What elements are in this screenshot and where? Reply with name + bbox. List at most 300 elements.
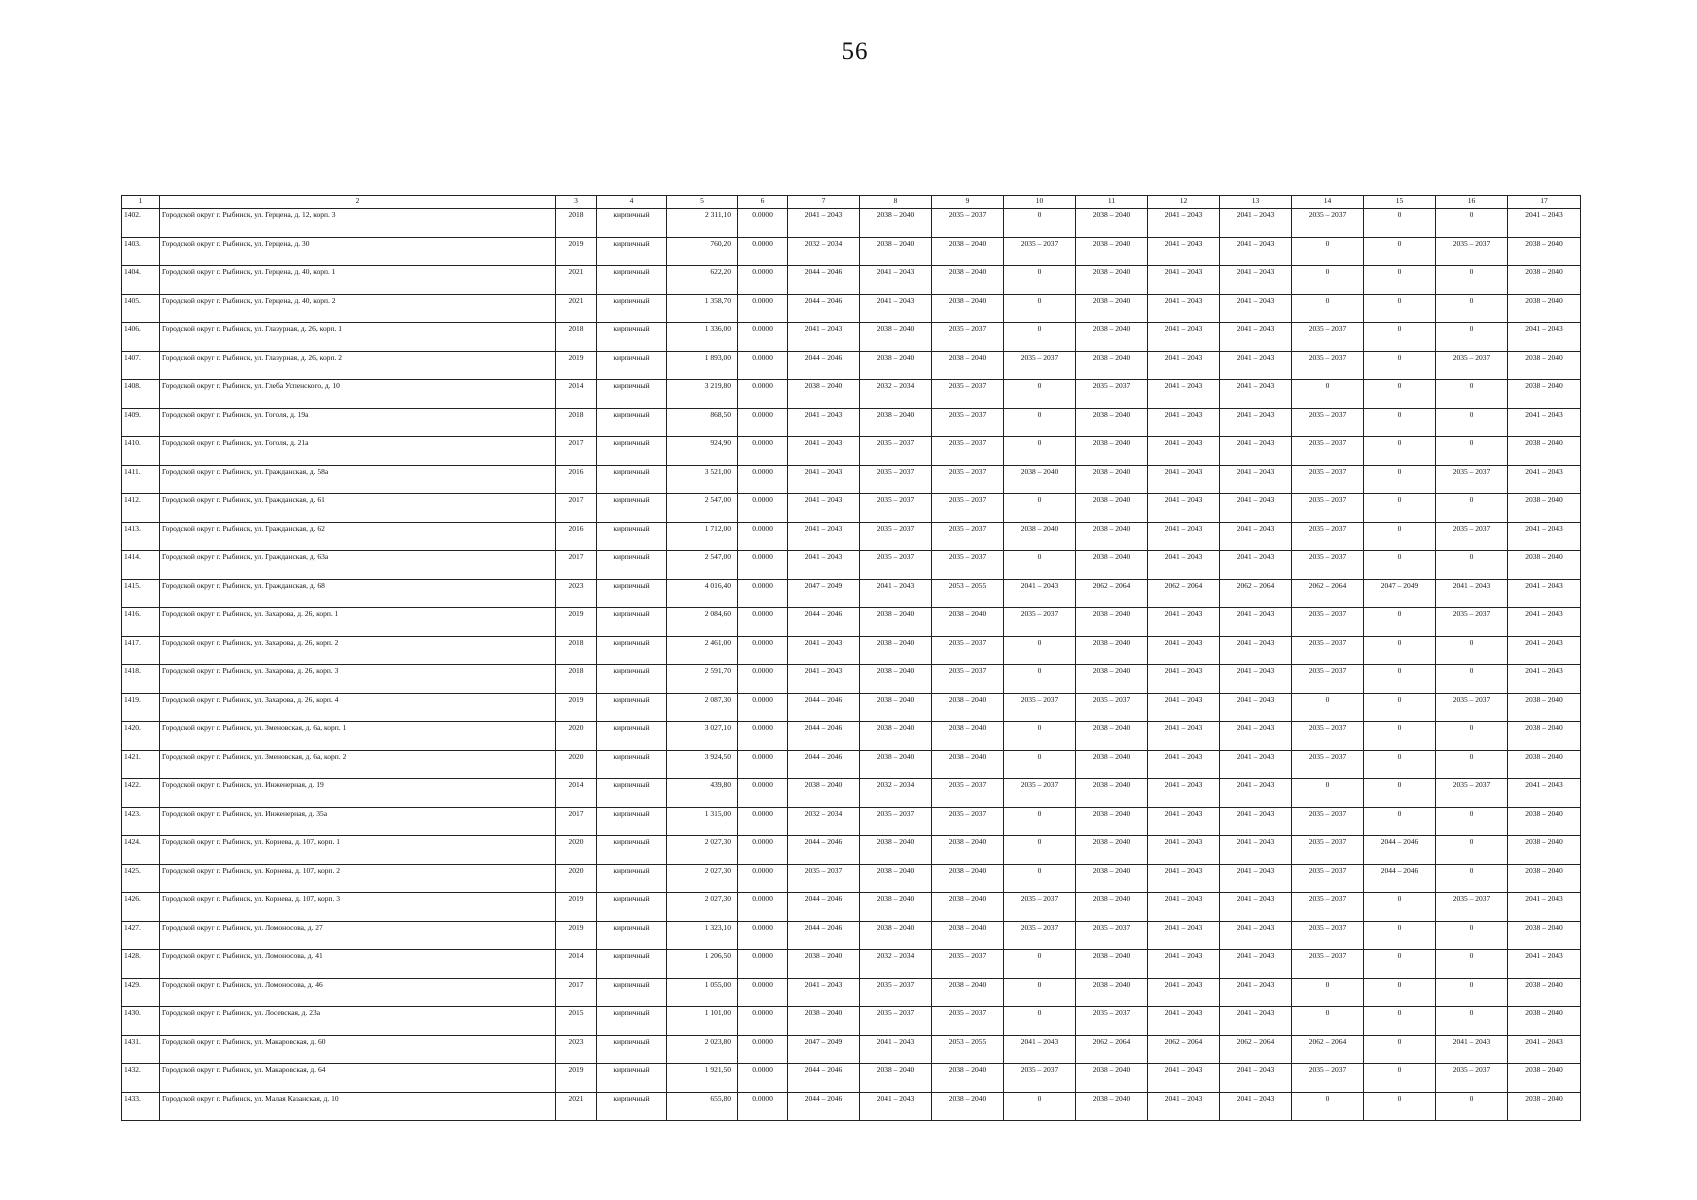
period-cell-col-10: 2035 – 2037: [1004, 351, 1076, 380]
period-cell-col-11: 2035 – 2037: [1076, 380, 1148, 409]
period-cell-col-8: 2035 – 2037: [860, 437, 932, 466]
period-cell-col-13: 2041 – 2043: [1220, 1092, 1292, 1121]
period-cell-col-15: 0: [1364, 978, 1436, 1007]
row-number-cell: 1410.: [122, 437, 160, 466]
area-cell: 1 206,50: [667, 950, 738, 979]
period-cell-col-17: 2038 – 2040: [1508, 294, 1581, 323]
period-cell-col-7: 2041 – 2043: [788, 494, 860, 523]
period-cell-col-11: 2038 – 2040: [1076, 323, 1148, 352]
address-cell: Городской округ г. Рыбинск, ул. Гражданская, д. 63а: [160, 551, 556, 580]
period-cell-col-11: 2038 – 2040: [1076, 351, 1148, 380]
period-cell-col-7: 2035 – 2037: [788, 864, 860, 893]
period-cell-col-9: 2035 – 2037: [932, 779, 1004, 808]
row-number-cell: 1423.: [122, 807, 160, 836]
period-cell-col-10: 0: [1004, 551, 1076, 580]
period-cell-col-7: 2044 – 2046: [788, 608, 860, 637]
period-cell-col-8: 2035 – 2037: [860, 522, 932, 551]
period-cell-col-15: 0: [1364, 323, 1436, 352]
period-cell-col-8: 2032 – 2034: [860, 779, 932, 808]
period-cell-col-14: 2035 – 2037: [1292, 608, 1364, 637]
year-cell: 2018: [556, 636, 597, 665]
period-cell-col-9: 2035 – 2037: [932, 465, 1004, 494]
period-cell-col-12: 2041 – 2043: [1148, 807, 1220, 836]
period-cell-col-13: 2041 – 2043: [1220, 750, 1292, 779]
column-header-4: 4: [597, 196, 667, 209]
material-cell: кирпичный: [597, 266, 667, 295]
period-cell-col-10: 2035 – 2037: [1004, 1064, 1076, 1093]
period-cell-col-10: 0: [1004, 323, 1076, 352]
column-header-9: 9: [932, 196, 1004, 209]
period-cell-col-9: 2035 – 2037: [932, 950, 1004, 979]
period-cell-col-14: 0: [1292, 380, 1364, 409]
table-row: [122, 494, 1581, 523]
period-cell-col-9: 2035 – 2037: [932, 380, 1004, 409]
period-cell-col-9: 2038 – 2040: [932, 1064, 1004, 1093]
period-cell-col-15: 0: [1364, 1064, 1436, 1093]
period-cell-col-15: 2044 – 2046: [1364, 864, 1436, 893]
period-cell-col-8: 2038 – 2040: [860, 921, 932, 950]
period-cell-col-11: 2038 – 2040: [1076, 437, 1148, 466]
period-cell-col-10: 2035 – 2037: [1004, 693, 1076, 722]
year-cell: 2020: [556, 864, 597, 893]
period-cell-col-9: 2038 – 2040: [932, 294, 1004, 323]
period-cell-col-12: 2041 – 2043: [1148, 1007, 1220, 1036]
period-cell-col-17: 2038 – 2040: [1508, 836, 1581, 865]
period-cell-col-15: 0: [1364, 921, 1436, 950]
period-cell-col-13: 2041 – 2043: [1220, 266, 1292, 295]
address-cell: Городской округ г. Рыбинск, ул. Захарова, д. 26, корп. 3: [160, 665, 556, 694]
material-cell: кирпичный: [597, 494, 667, 523]
area-cell: 2 591,70: [667, 665, 738, 694]
material-cell: кирпичный: [597, 408, 667, 437]
rate-cell: 0.0000: [738, 209, 788, 238]
row-number-cell: 1413.: [122, 522, 160, 551]
address-cell: Городской округ г. Рыбинск, ул. Инженерная, д. 35а: [160, 807, 556, 836]
period-cell-col-10: 2035 – 2037: [1004, 921, 1076, 950]
rate-cell: 0.0000: [738, 351, 788, 380]
period-cell-col-7: 2041 – 2043: [788, 465, 860, 494]
area-cell: 2 084,60: [667, 608, 738, 637]
period-cell-col-13: 2041 – 2043: [1220, 864, 1292, 893]
period-cell-col-17: 2038 – 2040: [1508, 1064, 1581, 1093]
period-cell-col-17: 2041 – 2043: [1508, 1035, 1581, 1064]
year-cell: 2014: [556, 779, 597, 808]
period-cell-col-11: 2038 – 2040: [1076, 608, 1148, 637]
column-header-17: 17: [1508, 196, 1581, 209]
row-number-cell: 1412.: [122, 494, 160, 523]
table-row: [122, 864, 1581, 893]
period-cell-col-15: 0: [1364, 750, 1436, 779]
material-cell: кирпичный: [597, 722, 667, 751]
period-cell-col-13: 2041 – 2043: [1220, 323, 1292, 352]
material-cell: кирпичный: [597, 437, 667, 466]
area-cell: 3 521,00: [667, 465, 738, 494]
period-cell-col-10: 0: [1004, 807, 1076, 836]
address-cell: Городской округ г. Рыбинск, ул. Глеба Успенского, д. 10: [160, 380, 556, 409]
period-cell-col-14: 2035 – 2037: [1292, 209, 1364, 238]
period-cell-col-15: 0: [1364, 950, 1436, 979]
period-cell-col-9: 2053 – 2055: [932, 1035, 1004, 1064]
period-cell-col-9: 2038 – 2040: [932, 608, 1004, 637]
period-cell-col-17: 2041 – 2043: [1508, 608, 1581, 637]
period-cell-col-11: 2062 – 2064: [1076, 1035, 1148, 1064]
period-cell-col-7: 2041 – 2043: [788, 636, 860, 665]
year-cell: 2018: [556, 209, 597, 238]
period-cell-col-7: 2044 – 2046: [788, 1092, 860, 1121]
period-cell-col-8: 2038 – 2040: [860, 750, 932, 779]
year-cell: 2020: [556, 836, 597, 865]
table-row: [122, 579, 1581, 608]
period-cell-col-14: 0: [1292, 237, 1364, 266]
table-row: [122, 522, 1581, 551]
period-cell-col-9: 2035 – 2037: [932, 209, 1004, 238]
area-cell: 1 101,00: [667, 1007, 738, 1036]
period-cell-col-8: 2038 – 2040: [860, 351, 932, 380]
period-cell-col-15: 0: [1364, 380, 1436, 409]
period-cell-col-15: 0: [1364, 465, 1436, 494]
period-cell-col-14: 2035 – 2037: [1292, 494, 1364, 523]
period-cell-col-7: 2044 – 2046: [788, 893, 860, 922]
period-cell-col-16: 0: [1436, 551, 1508, 580]
period-cell-col-14: 2035 – 2037: [1292, 465, 1364, 494]
period-cell-col-12: 2041 – 2043: [1148, 665, 1220, 694]
period-cell-col-12: 2041 – 2043: [1148, 921, 1220, 950]
period-cell-col-11: 2038 – 2040: [1076, 893, 1148, 922]
table-row: [122, 380, 1581, 409]
period-cell-col-7: 2041 – 2043: [788, 209, 860, 238]
period-cell-col-17: 2041 – 2043: [1508, 950, 1581, 979]
table-row: [122, 921, 1581, 950]
period-cell-col-16: 2035 – 2037: [1436, 779, 1508, 808]
period-cell-col-13: 2041 – 2043: [1220, 636, 1292, 665]
row-number-cell: 1433.: [122, 1092, 160, 1121]
row-number-cell: 1428.: [122, 950, 160, 979]
address-cell: Городской округ г. Рыбинск, ул. Корнева, д. 107, корп. 2: [160, 864, 556, 893]
period-cell-col-13: 2041 – 2043: [1220, 209, 1292, 238]
address-cell: Городской округ г. Рыбинск, ул. Гражданская, д. 62: [160, 522, 556, 551]
period-cell-col-17: 2041 – 2043: [1508, 893, 1581, 922]
period-cell-col-9: 2035 – 2037: [932, 437, 1004, 466]
rate-cell: 0.0000: [738, 950, 788, 979]
rate-cell: 0.0000: [738, 380, 788, 409]
rate-cell: 0.0000: [738, 1007, 788, 1036]
period-cell-col-13: 2041 – 2043: [1220, 950, 1292, 979]
material-cell: кирпичный: [597, 237, 667, 266]
rate-cell: 0.0000: [738, 608, 788, 637]
material-cell: кирпичный: [597, 1064, 667, 1093]
period-cell-col-12: 2041 – 2043: [1148, 950, 1220, 979]
year-cell: 2017: [556, 807, 597, 836]
row-number-cell: 1419.: [122, 693, 160, 722]
period-cell-col-8: 2041 – 2043: [860, 579, 932, 608]
row-number-cell: 1426.: [122, 893, 160, 922]
period-cell-col-15: 0: [1364, 294, 1436, 323]
row-number-cell: 1427.: [122, 921, 160, 950]
period-cell-col-15: 0: [1364, 779, 1436, 808]
area-cell: 1 712,00: [667, 522, 738, 551]
row-number-cell: 1409.: [122, 408, 160, 437]
period-cell-col-10: 0: [1004, 294, 1076, 323]
period-cell-col-14: 0: [1292, 693, 1364, 722]
period-cell-col-13: 2041 – 2043: [1220, 1064, 1292, 1093]
period-cell-col-14: 0: [1292, 1092, 1364, 1121]
period-cell-col-8: 2041 – 2043: [860, 266, 932, 295]
year-cell: 2014: [556, 950, 597, 979]
area-cell: 1 336,00: [667, 323, 738, 352]
address-cell: Городской округ г. Рыбинск, ул. Гражданская, д. 58а: [160, 465, 556, 494]
period-cell-col-16: 2035 – 2037: [1436, 608, 1508, 637]
period-cell-col-15: 0: [1364, 608, 1436, 637]
year-cell: 2020: [556, 750, 597, 779]
period-cell-col-10: 0: [1004, 950, 1076, 979]
address-cell: Городской округ г. Рыбинск, ул. Корнева, д. 107, корп. 1: [160, 836, 556, 865]
period-cell-col-9: 2035 – 2037: [932, 636, 1004, 665]
period-cell-col-12: 2041 – 2043: [1148, 494, 1220, 523]
period-cell-col-17: 2041 – 2043: [1508, 665, 1581, 694]
period-cell-col-11: 2038 – 2040: [1076, 237, 1148, 266]
period-cell-col-10: 2041 – 2043: [1004, 1035, 1076, 1064]
period-cell-col-13: 2041 – 2043: [1220, 608, 1292, 637]
period-cell-col-16: 2035 – 2037: [1436, 693, 1508, 722]
period-cell-col-17: 2041 – 2043: [1508, 579, 1581, 608]
period-cell-col-16: 0: [1436, 437, 1508, 466]
table-row: [122, 323, 1581, 352]
area-cell: 2 027,30: [667, 836, 738, 865]
period-cell-col-11: 2038 – 2040: [1076, 665, 1148, 694]
year-cell: 2018: [556, 665, 597, 694]
period-cell-col-10: 0: [1004, 408, 1076, 437]
rate-cell: 0.0000: [738, 864, 788, 893]
column-header-13: 13: [1220, 196, 1292, 209]
material-cell: кирпичный: [597, 522, 667, 551]
period-cell-col-12: 2041 – 2043: [1148, 380, 1220, 409]
table-row: [122, 608, 1581, 637]
period-cell-col-11: 2035 – 2037: [1076, 1007, 1148, 1036]
period-cell-col-12: 2041 – 2043: [1148, 1092, 1220, 1121]
period-cell-col-15: 0: [1364, 665, 1436, 694]
year-cell: 2016: [556, 465, 597, 494]
year-cell: 2016: [556, 522, 597, 551]
year-cell: 2019: [556, 893, 597, 922]
row-number-cell: 1408.: [122, 380, 160, 409]
period-cell-col-8: 2038 – 2040: [860, 836, 932, 865]
address-cell: Городской округ г. Рыбинск, ул. Лосевская, д. 23а: [160, 1007, 556, 1036]
rate-cell: 0.0000: [738, 522, 788, 551]
period-cell-col-10: 0: [1004, 978, 1076, 1007]
period-cell-col-15: 0: [1364, 551, 1436, 580]
period-cell-col-16: 0: [1436, 1092, 1508, 1121]
year-cell: 2021: [556, 266, 597, 295]
period-cell-col-11: 2038 – 2040: [1076, 494, 1148, 523]
period-cell-col-13: 2041 – 2043: [1220, 351, 1292, 380]
period-cell-col-17: 2038 – 2040: [1508, 978, 1581, 1007]
material-cell: кирпичный: [597, 551, 667, 580]
period-cell-col-9: 2038 – 2040: [932, 978, 1004, 1007]
row-number-cell: 1403.: [122, 237, 160, 266]
material-cell: кирпичный: [597, 807, 667, 836]
address-cell: Городской округ г. Рыбинск, ул. Макаровская, д. 60: [160, 1035, 556, 1064]
period-cell-col-16: 0: [1436, 294, 1508, 323]
period-cell-col-8: 2038 – 2040: [860, 722, 932, 751]
address-cell: Городской округ г. Рыбинск, ул. Ломоносова, д. 46: [160, 978, 556, 1007]
area-cell: 439,80: [667, 779, 738, 808]
period-cell-col-12: 2041 – 2043: [1148, 408, 1220, 437]
year-cell: 2021: [556, 1092, 597, 1121]
column-header-11: 11: [1076, 196, 1148, 209]
table-row: [122, 351, 1581, 380]
row-number-cell: 1411.: [122, 465, 160, 494]
address-cell: Городской округ г. Рыбинск, ул. Корнева, д. 107, корп. 3: [160, 893, 556, 922]
period-cell-col-14: 2062 – 2064: [1292, 1035, 1364, 1064]
period-cell-col-12: 2041 – 2043: [1148, 323, 1220, 352]
area-cell: 2 547,00: [667, 494, 738, 523]
year-cell: 2019: [556, 608, 597, 637]
period-cell-col-14: 2035 – 2037: [1292, 722, 1364, 751]
year-cell: 2018: [556, 408, 597, 437]
row-number-cell: 1414.: [122, 551, 160, 580]
area-cell: 1 055,00: [667, 978, 738, 1007]
period-cell-col-9: 2038 – 2040: [932, 351, 1004, 380]
row-number-cell: 1420.: [122, 722, 160, 751]
period-cell-col-17: 2038 – 2040: [1508, 807, 1581, 836]
year-cell: 2023: [556, 1035, 597, 1064]
period-cell-col-10: 0: [1004, 636, 1076, 665]
period-cell-col-13: 2041 – 2043: [1220, 665, 1292, 694]
period-cell-col-7: 2044 – 2046: [788, 722, 860, 751]
period-cell-col-17: 2038 – 2040: [1508, 380, 1581, 409]
period-cell-col-17: 2038 – 2040: [1508, 437, 1581, 466]
period-cell-col-13: 2041 – 2043: [1220, 437, 1292, 466]
area-cell: 3 219,80: [667, 380, 738, 409]
address-cell: Городской округ г. Рыбинск, ул. Малая Казанская, д. 10: [160, 1092, 556, 1121]
column-header-7: 7: [788, 196, 860, 209]
address-cell: Городской округ г. Рыбинск, ул. Ломоносова, д. 27: [160, 921, 556, 950]
period-cell-col-12: 2041 – 2043: [1148, 1064, 1220, 1093]
period-cell-col-11: 2038 – 2040: [1076, 636, 1148, 665]
year-cell: 2018: [556, 323, 597, 352]
period-cell-col-7: 2044 – 2046: [788, 1064, 860, 1093]
year-cell: 2023: [556, 579, 597, 608]
address-cell: Городской округ г. Рыбинск, ул. Гражданская, д. 68: [160, 579, 556, 608]
period-cell-col-11: 2038 – 2040: [1076, 266, 1148, 295]
period-cell-col-7: 2047 – 2049: [788, 1035, 860, 1064]
period-cell-col-13: 2062 – 2064: [1220, 579, 1292, 608]
year-cell: 2017: [556, 551, 597, 580]
period-cell-col-11: 2038 – 2040: [1076, 1064, 1148, 1093]
period-cell-col-14: 2035 – 2037: [1292, 665, 1364, 694]
material-cell: кирпичный: [597, 978, 667, 1007]
period-cell-col-7: 2044 – 2046: [788, 266, 860, 295]
period-cell-col-9: 2038 – 2040: [932, 693, 1004, 722]
area-cell: 1 893,00: [667, 351, 738, 380]
period-cell-col-9: 2038 – 2040: [932, 266, 1004, 295]
period-cell-col-14: 2035 – 2037: [1292, 437, 1364, 466]
rate-cell: 0.0000: [738, 693, 788, 722]
period-cell-col-9: 2038 – 2040: [932, 836, 1004, 865]
period-cell-col-17: 2041 – 2043: [1508, 408, 1581, 437]
period-cell-col-14: 2035 – 2037: [1292, 551, 1364, 580]
period-cell-col-15: 0: [1364, 1092, 1436, 1121]
column-header-8: 8: [860, 196, 932, 209]
period-cell-col-10: 2038 – 2040: [1004, 465, 1076, 494]
period-cell-col-16: 2035 – 2037: [1436, 893, 1508, 922]
period-cell-col-13: 2041 – 2043: [1220, 978, 1292, 1007]
rate-cell: 0.0000: [738, 1064, 788, 1093]
period-cell-col-17: 2038 – 2040: [1508, 266, 1581, 295]
period-cell-col-17: 2038 – 2040: [1508, 921, 1581, 950]
column-header-10: 10: [1004, 196, 1076, 209]
period-cell-col-12: 2041 – 2043: [1148, 237, 1220, 266]
material-cell: кирпичный: [597, 380, 667, 409]
period-cell-col-10: 2035 – 2037: [1004, 893, 1076, 922]
period-cell-col-8: 2038 – 2040: [860, 209, 932, 238]
period-cell-col-15: 2047 – 2049: [1364, 579, 1436, 608]
period-cell-col-13: 2041 – 2043: [1220, 836, 1292, 865]
row-number-cell: 1402.: [122, 209, 160, 238]
year-cell: 2019: [556, 693, 597, 722]
address-cell: Городской округ г. Рыбинск, ул. Гоголя, д. 19а: [160, 408, 556, 437]
period-cell-col-12: 2041 – 2043: [1148, 693, 1220, 722]
year-cell: 2019: [556, 351, 597, 380]
area-cell: 2 027,30: [667, 864, 738, 893]
rate-cell: 0.0000: [738, 294, 788, 323]
period-cell-col-10: 2038 – 2040: [1004, 522, 1076, 551]
period-cell-col-16: 0: [1436, 209, 1508, 238]
area-cell: 2 547,00: [667, 551, 738, 580]
material-cell: кирпичный: [597, 779, 667, 808]
table-row: [122, 1064, 1581, 1093]
period-cell-col-12: 2041 – 2043: [1148, 266, 1220, 295]
area-cell: 1 921,50: [667, 1064, 738, 1093]
year-cell: 2021: [556, 294, 597, 323]
period-cell-col-7: 2041 – 2043: [788, 665, 860, 694]
table-row: [122, 807, 1581, 836]
period-cell-col-13: 2041 – 2043: [1220, 294, 1292, 323]
period-cell-col-7: 2032 – 2034: [788, 807, 860, 836]
period-cell-col-16: 0: [1436, 266, 1508, 295]
table-row: [122, 1092, 1581, 1121]
row-number-cell: 1405.: [122, 294, 160, 323]
rate-cell: 0.0000: [738, 323, 788, 352]
period-cell-col-11: 2038 – 2040: [1076, 722, 1148, 751]
period-cell-col-14: 0: [1292, 978, 1364, 1007]
period-cell-col-9: 2038 – 2040: [932, 750, 1004, 779]
period-cell-col-15: 0: [1364, 237, 1436, 266]
period-cell-col-12: 2041 – 2043: [1148, 864, 1220, 893]
period-cell-col-8: 2041 – 2043: [860, 1035, 932, 1064]
period-cell-col-7: 2044 – 2046: [788, 693, 860, 722]
period-cell-col-13: 2062 – 2064: [1220, 1035, 1292, 1064]
period-cell-col-8: 2035 – 2037: [860, 1007, 932, 1036]
period-cell-col-14: 0: [1292, 294, 1364, 323]
address-cell: Городской округ г. Рыбинск, ул. Герцена, д. 12, корп. 3: [160, 209, 556, 238]
period-cell-col-15: 0: [1364, 351, 1436, 380]
material-cell: кирпичный: [597, 579, 667, 608]
material-cell: кирпичный: [597, 294, 667, 323]
year-cell: 2017: [556, 978, 597, 1007]
period-cell-col-11: 2038 – 2040: [1076, 750, 1148, 779]
table-row: [122, 209, 1581, 238]
period-cell-col-11: 2038 – 2040: [1076, 465, 1148, 494]
period-cell-col-13: 2041 – 2043: [1220, 779, 1292, 808]
period-cell-col-13: 2041 – 2043: [1220, 1007, 1292, 1036]
column-header-1: 1: [122, 196, 160, 209]
column-header-5: 5: [667, 196, 738, 209]
period-cell-col-13: 2041 – 2043: [1220, 522, 1292, 551]
period-cell-col-9: 2035 – 2037: [932, 807, 1004, 836]
period-cell-col-8: 2038 – 2040: [860, 864, 932, 893]
column-header-3: 3: [556, 196, 597, 209]
